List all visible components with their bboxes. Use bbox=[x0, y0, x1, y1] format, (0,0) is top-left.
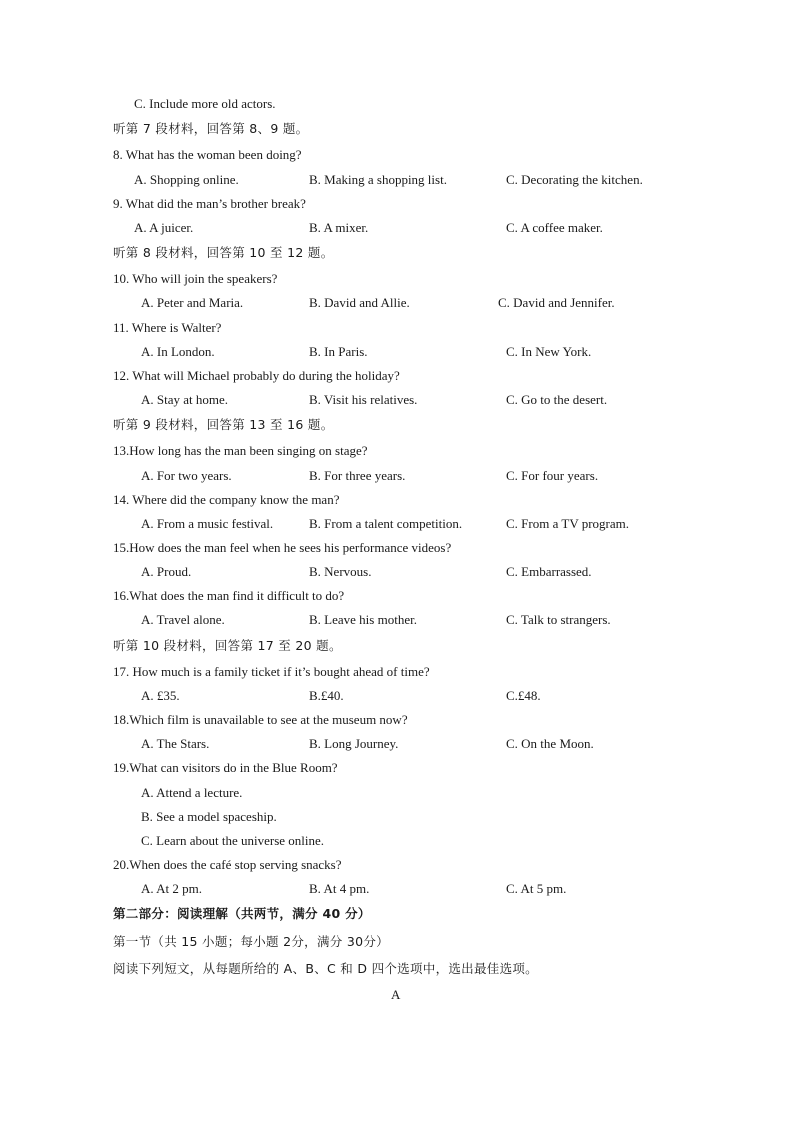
question-10: 10. Who will join the speakers? bbox=[113, 271, 278, 286]
option-16a: A. Travel alone. bbox=[141, 612, 225, 627]
reading-instruction: 阅读下列短文，从每题所给的 A、B、C 和 D 四个选项中，选出最佳选项。 bbox=[113, 961, 538, 976]
option-13c: C. For four years. bbox=[506, 468, 599, 483]
option-8b: B. Making a shopping list. bbox=[309, 172, 447, 187]
option-14c: C. From a TV program. bbox=[506, 516, 630, 531]
option-7c: C. Include more old actors. bbox=[134, 96, 276, 111]
option-14b: B. From a talent competition. bbox=[309, 516, 463, 531]
option-15a: A. Proud. bbox=[141, 564, 192, 579]
option-11b: B. In Paris. bbox=[309, 344, 368, 359]
question-12: 12. What will Michael probably do during the holiday? bbox=[113, 368, 400, 383]
question-14: 14. Where did the company know the man? bbox=[113, 492, 340, 507]
section-instruction-10: 听第 10 段材料，回答第 17 至 20 题。 bbox=[113, 638, 342, 653]
option-19b: B. See a model spaceship. bbox=[141, 809, 277, 824]
option-11c: C. In New York. bbox=[506, 344, 592, 359]
option-17a: A. £35. bbox=[141, 688, 180, 703]
question-13: 13.How long has the man been singing on stage? bbox=[113, 443, 368, 458]
question-17: 17. How much is a family ticket if it’s bought ahead of time? bbox=[113, 664, 430, 679]
question-15: 15.How does the man feel when he sees his performance videos? bbox=[113, 540, 452, 555]
option-17b: B.£40. bbox=[309, 688, 344, 703]
section-instruction-9: 听第 9 段材料，回答第 13 至 16 题。 bbox=[113, 417, 334, 432]
option-20c: C. At 5 pm. bbox=[506, 881, 567, 896]
option-13b: B. For three years. bbox=[309, 468, 406, 483]
option-10b: B. David and Allie. bbox=[309, 295, 410, 310]
option-19c: C. Learn about the universe online. bbox=[141, 833, 325, 848]
option-9c: C. A coffee maker. bbox=[506, 220, 603, 235]
question-18: 18.Which film is unavailable to see at the museum now? bbox=[113, 712, 408, 727]
option-20b: B. At 4 pm. bbox=[309, 881, 370, 896]
option-9b: B. A mixer. bbox=[309, 220, 369, 235]
option-15b: B. Nervous. bbox=[309, 564, 372, 579]
option-8a: A. Shopping online. bbox=[134, 172, 239, 187]
option-10a: A. Peter and Maria. bbox=[141, 295, 244, 310]
option-12a: A. Stay at home. bbox=[141, 392, 229, 407]
option-14a: A. From a music festival. bbox=[141, 516, 274, 531]
option-18c: C. On the Moon. bbox=[506, 736, 594, 751]
option-17c: C.£48. bbox=[506, 688, 541, 703]
section-instruction-7: 听第 7 段材料，回答第 8、9 题。 bbox=[113, 121, 309, 136]
section-one-heading: 第一节（共 15 小题；每小题 2分，满分 30分） bbox=[113, 934, 389, 949]
option-20a: A. At 2 pm. bbox=[141, 881, 203, 896]
section-instruction-8: 听第 8 段材料，回答第 10 至 12 题。 bbox=[113, 245, 334, 260]
question-20: 20.When does the café stop serving snacks? bbox=[113, 857, 342, 872]
option-9a: A. A juicer. bbox=[134, 220, 194, 235]
option-13a: A. For two years. bbox=[141, 468, 232, 483]
passage-label-a: A bbox=[391, 987, 401, 1002]
question-9: 9. What did the man’s brother break? bbox=[113, 196, 306, 211]
question-8: 8. What has the woman been doing? bbox=[113, 147, 302, 162]
option-18b: B. Long Journey. bbox=[309, 736, 399, 751]
option-11a: A. In London. bbox=[141, 344, 215, 359]
option-10c: C. David and Jennifer. bbox=[498, 295, 615, 310]
question-16: 16.What does the man find it difficult to do? bbox=[113, 588, 345, 603]
option-8c: C. Decorating the kitchen. bbox=[506, 172, 643, 187]
option-15c: C. Embarrassed. bbox=[506, 564, 592, 579]
option-12c: C. Go to the desert. bbox=[506, 392, 608, 407]
question-11: 11. Where is Walter? bbox=[113, 320, 222, 335]
option-12b: B. Visit his relatives. bbox=[309, 392, 418, 407]
option-16c: C. Talk to strangers. bbox=[506, 612, 611, 627]
part-two-heading: 第二部分：阅读理解（共两节，满分 40 分） bbox=[113, 906, 371, 921]
question-19: 19.What can visitors do in the Blue Room? bbox=[113, 760, 338, 775]
option-19a: A. Attend a lecture. bbox=[141, 785, 243, 800]
option-16b: B. Leave his mother. bbox=[309, 612, 417, 627]
option-18a: A. The Stars. bbox=[141, 736, 210, 751]
